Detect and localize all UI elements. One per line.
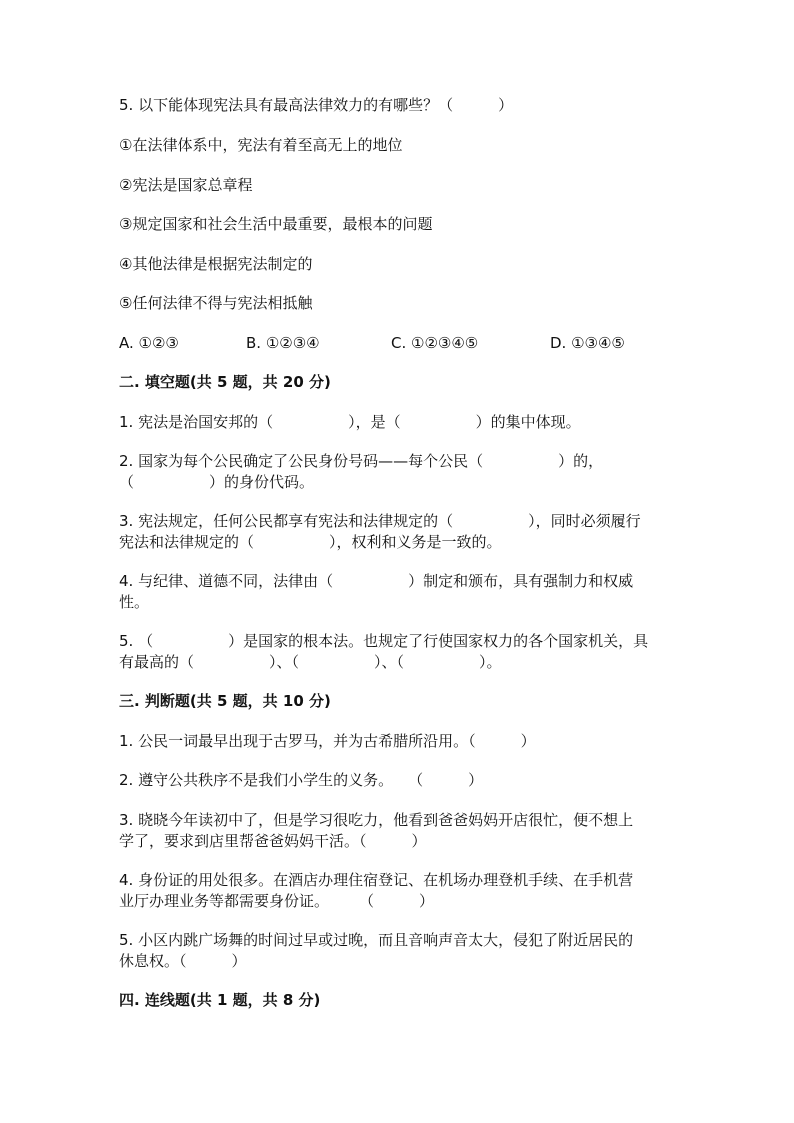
section-4-title: 四. 连线题(共 1 题，共 8 分) (119, 991, 321, 1009)
fill-q5-line-2: 有最高的（ ）、（ ）、（ ）。 (119, 653, 502, 671)
fill-q3-line-1: 3. 宪法规定，任何公民都享有宪法和法律规定的（ ），同时必须履行 (119, 512, 641, 530)
option-c: C. ①②③④⑤ (391, 334, 479, 352)
judge-q3-line-1: 3. 晓晓今年读初中了，但是学习很吃力，他看到爸爸妈妈开店很忙，便不想上 (119, 811, 634, 829)
fill-q1: 1. 宪法是治国安邦的（ ），是（ ）的集中体现。 (119, 413, 581, 431)
option-d: D. ①③④⑤ (550, 334, 625, 352)
judge-q3-line-2: 学了，要求到店里帮爸爸妈妈干活。（ ） (119, 832, 427, 850)
option-a: A. ①②③ (119, 334, 179, 352)
question-5-item-4: ④其他法律是根据宪法制定的 (119, 255, 313, 273)
section-3-title: 三. 判断题(共 5 题，共 10 分) (119, 692, 331, 710)
question-5-item-2: ②宪法是国家总章程 (119, 176, 253, 194)
question-5-item-1: ①在法律体系中，宪法有着至高无上的地位 (119, 136, 403, 154)
judge-q4-line-1: 4. 身份证的用处很多。在酒店办理住宿登记、在机场办理登机手续、在手机营 (119, 871, 634, 889)
fill-q5-line-1: 5. （ ）是国家的根本法。也规定了行使国家权力的各个国家机关，具 (119, 632, 649, 650)
question-5-stem: 5. 以下能体现宪法具有最高法律效力的有哪些？（ ） (119, 96, 514, 114)
judge-q5-line-2: 休息权。（ ） (119, 952, 247, 970)
option-b: B. ①②③④ (246, 334, 320, 352)
fill-q4-line-1: 4. 与纪律、道德不同，法律由（ ）制定和颁布，具有强制力和权威 (119, 572, 634, 590)
question-5-item-3: ③规定国家和社会生活中最重要，最根本的问题 (119, 215, 433, 233)
judge-q4-line-2: 业厅办理业务等都需要身份证。 （ ） (119, 892, 435, 910)
judge-q5-line-1: 5. 小区内跳广场舞的时间过早或过晚，而且音响声音太大，侵犯了附近居民的 (119, 931, 634, 949)
fill-q3-line-2: 宪法和法律规定的（ ），权利和义务是一致的。 (119, 533, 502, 551)
judge-q2: 2. 遵守公共秩序不是我们小学生的义务。 （ ） (119, 771, 484, 789)
section-2-title: 二. 填空题(共 5 题，共 20 分) (119, 373, 331, 391)
fill-q4-line-2: 性。 (119, 593, 150, 611)
fill-q2-line-1: 2. 国家为每个公民确定了公民身份号码——每个公民（ ）的， (119, 452, 604, 470)
judge-q1: 1. 公民一词最早出现于古罗马，并为古希腊所沿用。（ ） (119, 732, 536, 750)
fill-q2-line-2: （ ）的身份代码。 (119, 473, 315, 491)
question-5-item-5: ⑤任何法律不得与宪法相抵触 (119, 294, 313, 312)
